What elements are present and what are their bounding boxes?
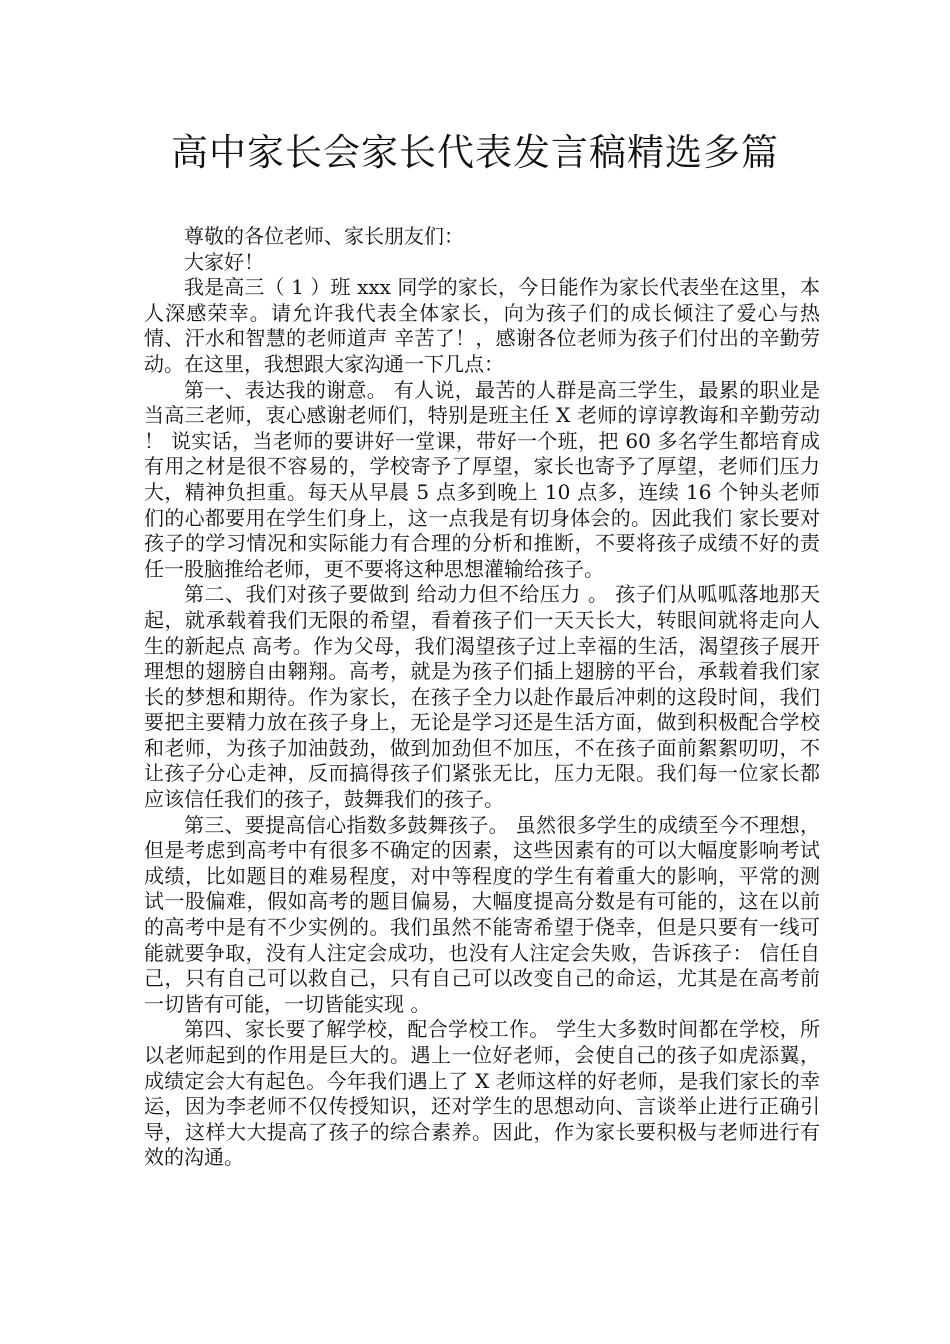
- greeting-salutation: 尊敬的各位老师、家长朋友们：: [184, 224, 464, 248]
- greeting-hello: 大家好！: [184, 249, 264, 274]
- document-title: 高中家长会家长代表发言稿精选多篇: [171, 131, 779, 174]
- point-four-paragraph: 第四、家长要了解学校，配合学校工作。 学生大多数时间都在学校，所以老师起到的作用是巨大的。遇上一位好老师，会使自己的孩子如虎添翼，成绩定会大有起色。今年我们遇上了 X 老师这样的好老师，是我们家长的幸运，因为李老师不仅传授知识，还对学生的思想动向、言谈举止进行正确引导，这样大大提高了孩子的综合素养。因此，作为家长要积极与老师进行有效的沟通。: [144, 1017, 820, 1170]
- intro-paragraph: 我是高三（ 1 ）班 xxx 同学的家长，今日能作为家长代表坐在这里，本人深感荣幸。请允许我代表全体家长，向为孩子们的成长倾注了爱心与热情、汗水和智慧的老师道声 辛苦了！，感谢各位老师为孩子们付出的辛勤劳动。在这里，我想跟大家沟通一下几点：: [144, 275, 820, 376]
- point-one-paragraph: 第一、表达我的谢意。 有人说，最苦的人群是高三学生，最累的职业是当高三老师，衷心感谢老师们，特别是班主任 X 老师的谆谆教诲和辛勤劳动 ！ 说实话，当老师的要讲好一堂课，带好一个班，把 60 多名学生都培育成有用之材是很不容易的，学校寄予了厚望，家长也寄予了厚望，老师们压力大，精神负担重。每天从早晨 5 点多到晚上 10 点多，连续 16 个钟头老师们的心都要用在学生们身上，这一点我是有切身体会的。因此我们 家长要对孩子的学习情况和实际能力有合理的分析和推断，不要将孩子成绩不好的责任一股脑推给老师，更不要将这种思想灌输给孩子。: [144, 377, 820, 581]
- point-two-paragraph: 第二、我们对孩子要做到 给动力但不给压力 。 孩子们从呱呱落地那天起，就承载着我们无限的希望，看着孩子们一天天长大，转眼间就将走向人生的新起点 高考。作为父母，我们渴望孩子过上幸福的生活，渴望孩子展开理想的翅膀自由翱翔。高考，就是为孩子们插上翅膀的平台，承载着我们家长的梦想和期待。作为家长，在孩子全力以赴作最后冲刺的这段时间，我们要把主要精力放在孩子身上，无论是学习还是生活方面，做到积极配合学校和老师，为孩子加油鼓劲，做到加劲但不加压，不在孩子面前絮絮叨叨，不让孩子分心走神，反而搞得孩子们紧张无比，压力无限。我们每一位家长都应该信任我们的孩子，鼓舞我们的孩子。: [144, 582, 820, 812]
- point-three-paragraph: 第三、要提高信心指数多鼓舞孩子。 虽然很多学生的成绩至今不理想，但是考虑到高考中有很多不确定的因素，这些因素有的可以大幅度影响考试成绩，比如题目的难易程度，对中等程度的学生有着重大的影响，平常的测试一股偏难，假如高考的题目偏易，大幅度提高分数是有可能的，这在以前的高考中是有不少实例的。我们虽然不能寄希望于侥幸，但是只要有一线可能就要争取，没有人注定会成功，也没有人注定会失败，告诉孩子： 信任自己，只有自己可以救自己，只有自己可以改变自己的命运，尤其是在高考前一切皆有可能，一切皆能实现 。: [144, 812, 820, 1016]
- document-body: [144, 224, 820, 1171]
